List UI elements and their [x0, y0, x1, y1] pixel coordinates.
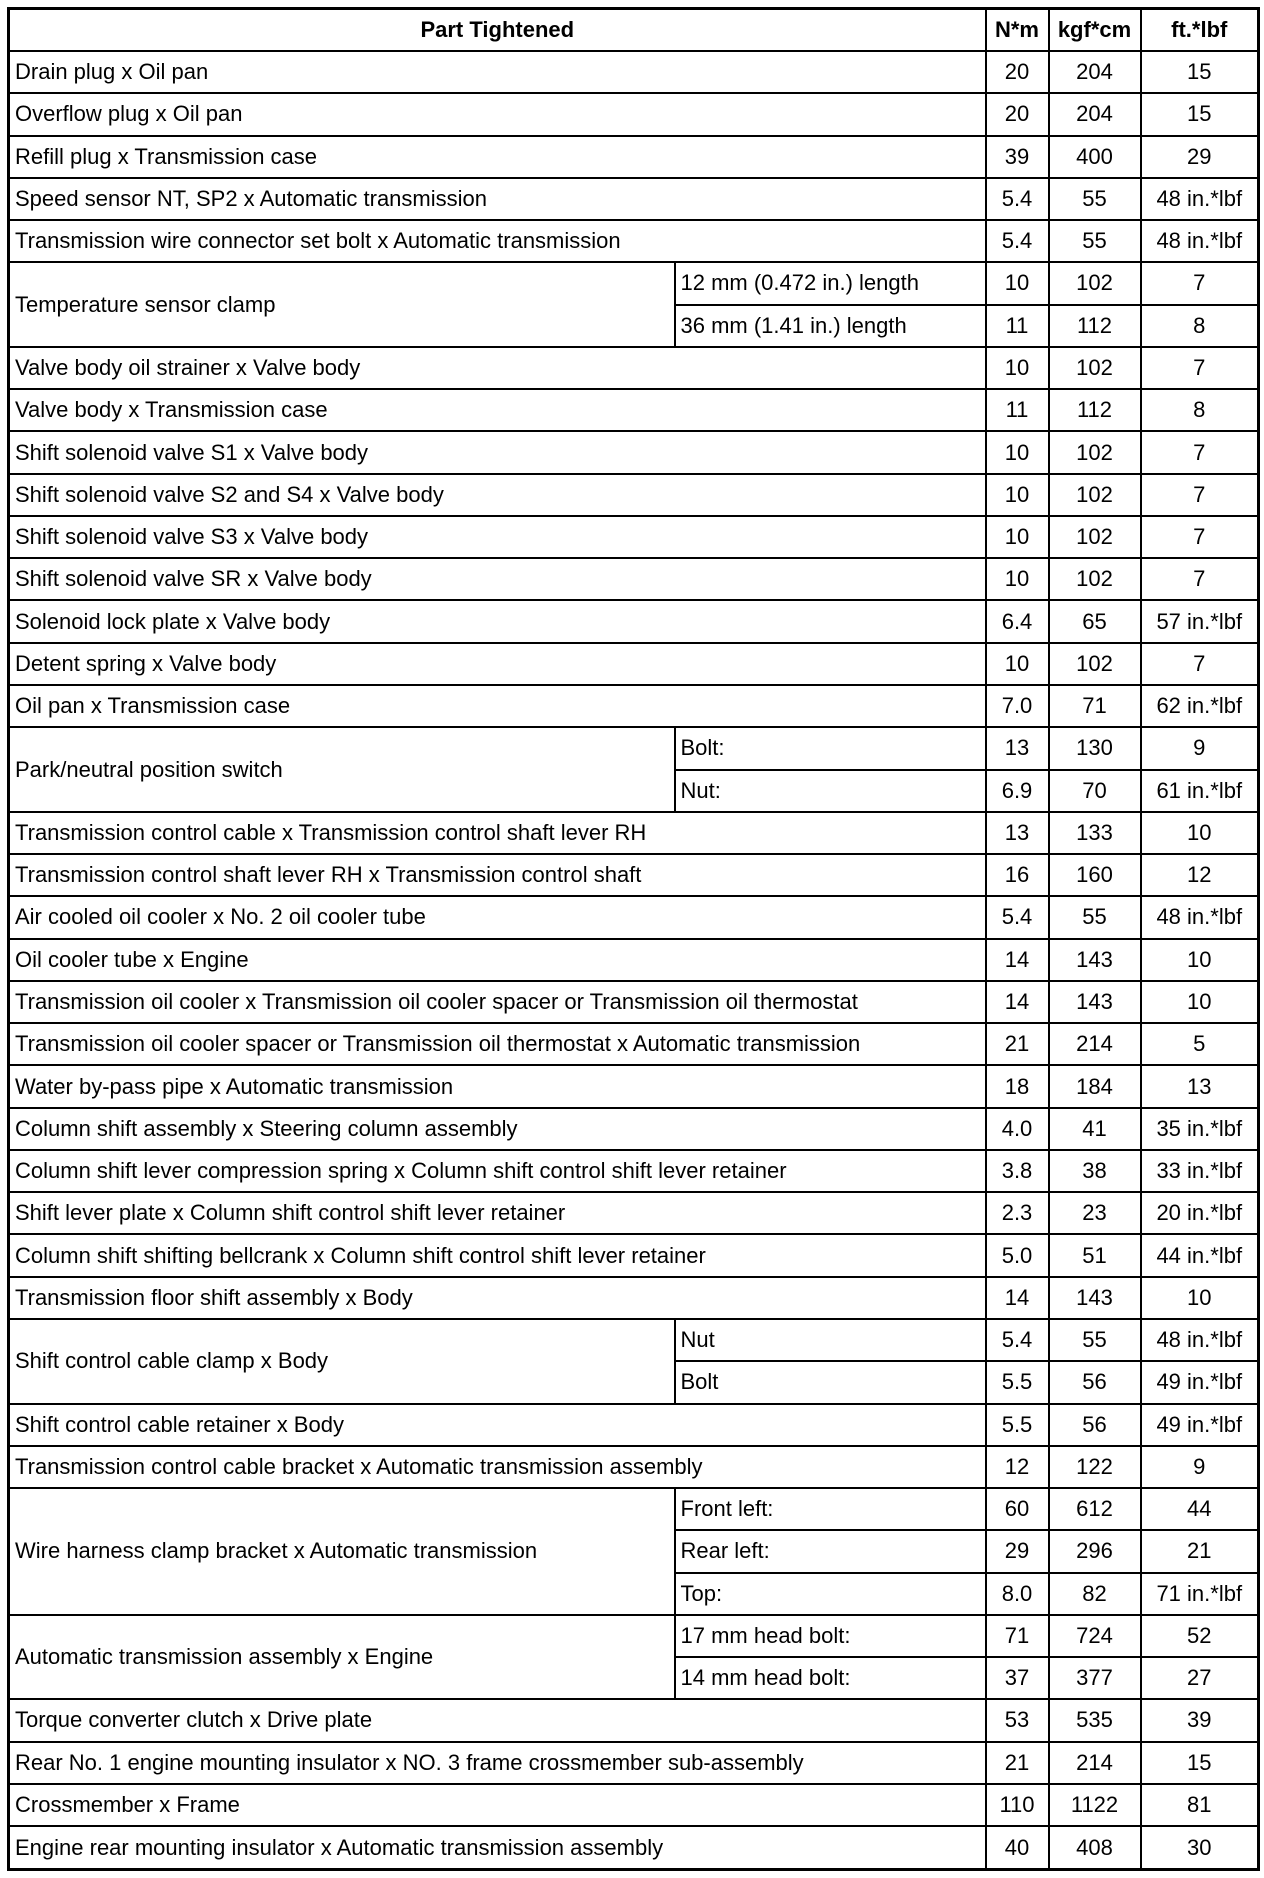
nm-value-cell: 60	[986, 1488, 1049, 1530]
kgfcm-value-cell: 204	[1049, 93, 1141, 135]
ftlbf-value-cell: 62 in.*lbf	[1141, 685, 1259, 727]
part-name-cell: Transmission oil cooler spacer or Transmission oil thermostat x Automatic transmission	[9, 1023, 986, 1065]
table-row	[9, 939, 1259, 981]
part-name-cell: Shift control cable retainer x Body	[9, 1404, 986, 1446]
part-name-cell: Shift control cable clamp x Body	[9, 1319, 675, 1404]
ftlbf-value-cell: 7	[1141, 347, 1259, 389]
part-name-cell: Torque converter clutch x Drive plate	[9, 1699, 986, 1741]
kgfcm-value-cell: 102	[1049, 516, 1141, 558]
nm-value-cell: 20	[986, 51, 1049, 93]
header-kgfcm: kgf*cm	[1049, 9, 1141, 52]
table-row	[9, 1488, 1259, 1530]
kgfcm-value-cell: 612	[1049, 1488, 1141, 1530]
nm-value-cell: 39	[986, 136, 1049, 178]
ftlbf-value-cell: 15	[1141, 93, 1259, 135]
nm-value-cell: 20	[986, 93, 1049, 135]
table-row	[9, 262, 1259, 304]
table-row	[9, 1150, 1259, 1192]
part-name-cell: Shift lever plate x Column shift control shift lever retainer	[9, 1192, 986, 1234]
nm-value-cell: 13	[986, 727, 1049, 769]
nm-value-cell: 10	[986, 262, 1049, 304]
nm-value-cell: 21	[986, 1023, 1049, 1065]
ftlbf-value-cell: 44 in.*lbf	[1141, 1234, 1259, 1276]
kgfcm-value-cell: 535	[1049, 1699, 1141, 1741]
sub-condition-cell: Rear left:	[675, 1530, 986, 1572]
ftlbf-value-cell: 7	[1141, 643, 1259, 685]
kgfcm-value-cell: 133	[1049, 812, 1141, 854]
kgfcm-value-cell: 55	[1049, 1319, 1141, 1361]
ftlbf-value-cell: 10	[1141, 1277, 1259, 1319]
kgfcm-value-cell: 143	[1049, 939, 1141, 981]
kgfcm-value-cell: 204	[1049, 51, 1141, 93]
table-row	[9, 600, 1259, 642]
ftlbf-value-cell: 48 in.*lbf	[1141, 178, 1259, 220]
sub-condition-cell: Nut	[675, 1319, 986, 1361]
part-name-cell: Transmission wire connector set bolt x Automatic transmission	[9, 220, 986, 262]
ftlbf-value-cell: 39	[1141, 1699, 1259, 1741]
table-row	[9, 389, 1259, 431]
ftlbf-value-cell: 15	[1141, 1742, 1259, 1784]
table-row	[9, 1065, 1259, 1107]
part-name-cell: Column shift shifting bellcrank x Column shift control shift lever retainer	[9, 1234, 986, 1276]
part-name-cell: Shift solenoid valve S1 x Valve body	[9, 431, 986, 473]
part-name-cell: Shift solenoid valve SR x Valve body	[9, 558, 986, 600]
part-name-cell: Rear No. 1 engine mounting insulator x NO. 3 frame crossmember sub-assembly	[9, 1742, 986, 1784]
nm-value-cell: 110	[986, 1784, 1049, 1826]
table-row	[9, 136, 1259, 178]
nm-value-cell: 37	[986, 1657, 1049, 1699]
part-name-cell: Overflow plug x Oil pan	[9, 93, 986, 135]
kgfcm-value-cell: 400	[1049, 136, 1141, 178]
kgfcm-value-cell: 102	[1049, 558, 1141, 600]
table-row	[9, 643, 1259, 685]
nm-value-cell: 5.4	[986, 220, 1049, 262]
kgfcm-value-cell: 51	[1049, 1234, 1141, 1276]
table-row	[9, 220, 1259, 262]
nm-value-cell: 18	[986, 1065, 1049, 1107]
table-row	[9, 1108, 1259, 1150]
kgfcm-value-cell: 130	[1049, 727, 1141, 769]
kgfcm-value-cell: 296	[1049, 1530, 1141, 1572]
sub-condition-cell: Nut:	[675, 770, 986, 812]
nm-value-cell: 21	[986, 1742, 1049, 1784]
table-row	[9, 727, 1259, 769]
kgfcm-value-cell: 71	[1049, 685, 1141, 727]
part-name-cell: Shift solenoid valve S2 and S4 x Valve body	[9, 474, 986, 516]
table-row	[9, 854, 1259, 896]
ftlbf-value-cell: 10	[1141, 981, 1259, 1023]
kgfcm-value-cell: 1122	[1049, 1784, 1141, 1826]
ftlbf-value-cell: 9	[1141, 727, 1259, 769]
ftlbf-value-cell: 10	[1141, 939, 1259, 981]
ftlbf-value-cell: 49 in.*lbf	[1141, 1404, 1259, 1446]
part-name-cell: Column shift lever compression spring x Column shift control shift lever retainer	[9, 1150, 986, 1192]
part-name-cell: Shift solenoid valve S3 x Valve body	[9, 516, 986, 558]
header-row	[9, 9, 1259, 52]
ftlbf-value-cell: 57 in.*lbf	[1141, 600, 1259, 642]
nm-value-cell: 5.5	[986, 1361, 1049, 1403]
sub-condition-cell: Bolt:	[675, 727, 986, 769]
sub-condition-cell: Top:	[675, 1573, 986, 1615]
nm-value-cell: 14	[986, 981, 1049, 1023]
part-name-cell: Transmission control cable x Transmission control shaft lever RH	[9, 812, 986, 854]
sub-condition-cell: 36 mm (1.41 in.) length	[675, 305, 986, 347]
kgfcm-value-cell: 41	[1049, 1108, 1141, 1150]
table-row	[9, 685, 1259, 727]
part-name-cell: Automatic transmission assembly x Engine	[9, 1615, 675, 1700]
table-row	[9, 1277, 1259, 1319]
sub-condition-cell: Front left:	[675, 1488, 986, 1530]
kgfcm-value-cell: 408	[1049, 1826, 1141, 1869]
ftlbf-value-cell: 7	[1141, 474, 1259, 516]
ftlbf-value-cell: 7	[1141, 516, 1259, 558]
ftlbf-value-cell: 7	[1141, 262, 1259, 304]
ftlbf-value-cell: 33 in.*lbf	[1141, 1150, 1259, 1192]
part-name-cell: Transmission oil cooler x Transmission oil cooler spacer or Transmission oil thermostat	[9, 981, 986, 1023]
table-row	[9, 1234, 1259, 1276]
table-row	[9, 981, 1259, 1023]
ftlbf-value-cell: 30	[1141, 1826, 1259, 1869]
kgfcm-value-cell: 160	[1049, 854, 1141, 896]
part-name-cell: Column shift assembly x Steering column assembly	[9, 1108, 986, 1150]
part-name-cell: Water by-pass pipe x Automatic transmission	[9, 1065, 986, 1107]
kgfcm-value-cell: 143	[1049, 1277, 1141, 1319]
ftlbf-value-cell: 15	[1141, 51, 1259, 93]
kgfcm-value-cell: 214	[1049, 1023, 1141, 1065]
ftlbf-value-cell: 29	[1141, 136, 1259, 178]
ftlbf-value-cell: 48 in.*lbf	[1141, 1319, 1259, 1361]
kgfcm-value-cell: 377	[1049, 1657, 1141, 1699]
nm-value-cell: 5.4	[986, 1319, 1049, 1361]
sub-condition-cell: 14 mm head bolt:	[675, 1657, 986, 1699]
table-row	[9, 474, 1259, 516]
part-name-cell: Oil pan x Transmission case	[9, 685, 986, 727]
part-name-cell: Temperature sensor clamp	[9, 262, 675, 347]
table-row	[9, 812, 1259, 854]
kgfcm-value-cell: 56	[1049, 1404, 1141, 1446]
nm-value-cell: 40	[986, 1826, 1049, 1869]
part-name-cell: Wire harness clamp bracket x Automatic transmission	[9, 1488, 675, 1615]
part-name-cell: Park/neutral position switch	[9, 727, 675, 812]
kgfcm-value-cell: 55	[1049, 178, 1141, 220]
table-row	[9, 1784, 1259, 1826]
table-row	[9, 1742, 1259, 1784]
part-name-cell: Valve body oil strainer x Valve body	[9, 347, 986, 389]
nm-value-cell: 10	[986, 516, 1049, 558]
table-row	[9, 1826, 1259, 1869]
table-row	[9, 1023, 1259, 1065]
ftlbf-value-cell: 7	[1141, 431, 1259, 473]
ftlbf-value-cell: 7	[1141, 558, 1259, 600]
ftlbf-value-cell: 48 in.*lbf	[1141, 896, 1259, 938]
kgfcm-value-cell: 102	[1049, 474, 1141, 516]
ftlbf-value-cell: 52	[1141, 1615, 1259, 1657]
table-row	[9, 558, 1259, 600]
nm-value-cell: 10	[986, 431, 1049, 473]
table-row	[9, 1615, 1259, 1657]
ftlbf-value-cell: 44	[1141, 1488, 1259, 1530]
part-name-cell: Transmission floor shift assembly x Body	[9, 1277, 986, 1319]
part-name-cell: Crossmember x Frame	[9, 1784, 986, 1826]
part-name-cell: Air cooled oil cooler x No. 2 oil cooler tube	[9, 896, 986, 938]
kgfcm-value-cell: 112	[1049, 305, 1141, 347]
nm-value-cell: 53	[986, 1699, 1049, 1741]
table-row	[9, 1699, 1259, 1741]
nm-value-cell: 6.4	[986, 600, 1049, 642]
nm-value-cell: 10	[986, 643, 1049, 685]
kgfcm-value-cell: 56	[1049, 1361, 1141, 1403]
ftlbf-value-cell: 27	[1141, 1657, 1259, 1699]
ftlbf-value-cell: 5	[1141, 1023, 1259, 1065]
ftlbf-value-cell: 12	[1141, 854, 1259, 896]
nm-value-cell: 6.9	[986, 770, 1049, 812]
table-row	[9, 516, 1259, 558]
kgfcm-value-cell: 112	[1049, 389, 1141, 431]
kgfcm-value-cell: 65	[1049, 600, 1141, 642]
table-row	[9, 1446, 1259, 1488]
header-ftlbf: ft.*lbf	[1141, 9, 1259, 52]
part-name-cell: Detent spring x Valve body	[9, 643, 986, 685]
table-row	[9, 347, 1259, 389]
nm-value-cell: 4.0	[986, 1108, 1049, 1150]
torque-spec-table	[7, 7, 1260, 1871]
table-row	[9, 896, 1259, 938]
nm-value-cell: 11	[986, 305, 1049, 347]
kgfcm-value-cell: 724	[1049, 1615, 1141, 1657]
kgfcm-value-cell: 214	[1049, 1742, 1141, 1784]
nm-value-cell: 10	[986, 347, 1049, 389]
nm-value-cell: 14	[986, 939, 1049, 981]
kgfcm-value-cell: 102	[1049, 347, 1141, 389]
part-name-cell: Solenoid lock plate x Valve body	[9, 600, 986, 642]
ftlbf-value-cell: 71 in.*lbf	[1141, 1573, 1259, 1615]
kgfcm-value-cell: 38	[1049, 1150, 1141, 1192]
ftlbf-value-cell: 21	[1141, 1530, 1259, 1572]
part-name-cell: Transmission control cable bracket x Automatic transmission assembly	[9, 1446, 986, 1488]
part-name-cell: Drain plug x Oil pan	[9, 51, 986, 93]
kgfcm-value-cell: 184	[1049, 1065, 1141, 1107]
kgfcm-value-cell: 70	[1049, 770, 1141, 812]
nm-value-cell: 10	[986, 474, 1049, 516]
part-name-cell: Transmission control shaft lever RH x Transmission control shaft	[9, 854, 986, 896]
sub-condition-cell: 17 mm head bolt:	[675, 1615, 986, 1657]
kgfcm-value-cell: 55	[1049, 896, 1141, 938]
nm-value-cell: 13	[986, 812, 1049, 854]
nm-value-cell: 10	[986, 558, 1049, 600]
nm-value-cell: 8.0	[986, 1573, 1049, 1615]
sub-condition-cell: Bolt	[675, 1361, 986, 1403]
ftlbf-value-cell: 8	[1141, 389, 1259, 431]
nm-value-cell: 2.3	[986, 1192, 1049, 1234]
kgfcm-value-cell: 55	[1049, 220, 1141, 262]
nm-value-cell: 29	[986, 1530, 1049, 1572]
kgfcm-value-cell: 102	[1049, 431, 1141, 473]
table-row	[9, 51, 1259, 93]
table-row	[9, 93, 1259, 135]
table-row	[9, 1319, 1259, 1361]
ftlbf-value-cell: 35 in.*lbf	[1141, 1108, 1259, 1150]
ftlbf-value-cell: 8	[1141, 305, 1259, 347]
nm-value-cell: 16	[986, 854, 1049, 896]
ftlbf-value-cell: 13	[1141, 1065, 1259, 1107]
nm-value-cell: 3.8	[986, 1150, 1049, 1192]
table-row	[9, 431, 1259, 473]
part-name-cell: Refill plug x Transmission case	[9, 136, 986, 178]
kgfcm-value-cell: 102	[1049, 643, 1141, 685]
ftlbf-value-cell: 9	[1141, 1446, 1259, 1488]
table-body	[9, 51, 1259, 1870]
nm-value-cell: 5.4	[986, 896, 1049, 938]
ftlbf-value-cell: 10	[1141, 812, 1259, 854]
part-name-cell: Valve body x Transmission case	[9, 389, 986, 431]
ftlbf-value-cell: 20 in.*lbf	[1141, 1192, 1259, 1234]
header-nm: N*m	[986, 9, 1049, 52]
nm-value-cell: 5.0	[986, 1234, 1049, 1276]
table-row	[9, 1192, 1259, 1234]
nm-value-cell: 11	[986, 389, 1049, 431]
ftlbf-value-cell: 48 in.*lbf	[1141, 220, 1259, 262]
kgfcm-value-cell: 122	[1049, 1446, 1141, 1488]
kgfcm-value-cell: 82	[1049, 1573, 1141, 1615]
nm-value-cell: 14	[986, 1277, 1049, 1319]
ftlbf-value-cell: 61 in.*lbf	[1141, 770, 1259, 812]
part-name-cell: Engine rear mounting insulator x Automatic transmission assembly	[9, 1826, 986, 1869]
part-name-cell: Oil cooler tube x Engine	[9, 939, 986, 981]
table-row	[9, 178, 1259, 220]
nm-value-cell: 12	[986, 1446, 1049, 1488]
nm-value-cell: 7.0	[986, 685, 1049, 727]
ftlbf-value-cell: 81	[1141, 1784, 1259, 1826]
table-row	[9, 1404, 1259, 1446]
kgfcm-value-cell: 143	[1049, 981, 1141, 1023]
header-part-tightened: Part Tightened	[9, 9, 986, 52]
kgfcm-value-cell: 102	[1049, 262, 1141, 304]
sub-condition-cell: 12 mm (0.472 in.) length	[675, 262, 986, 304]
nm-value-cell: 5.5	[986, 1404, 1049, 1446]
part-name-cell: Speed sensor NT, SP2 x Automatic transmission	[9, 178, 986, 220]
nm-value-cell: 71	[986, 1615, 1049, 1657]
kgfcm-value-cell: 23	[1049, 1192, 1141, 1234]
ftlbf-value-cell: 49 in.*lbf	[1141, 1361, 1259, 1403]
nm-value-cell: 5.4	[986, 178, 1049, 220]
